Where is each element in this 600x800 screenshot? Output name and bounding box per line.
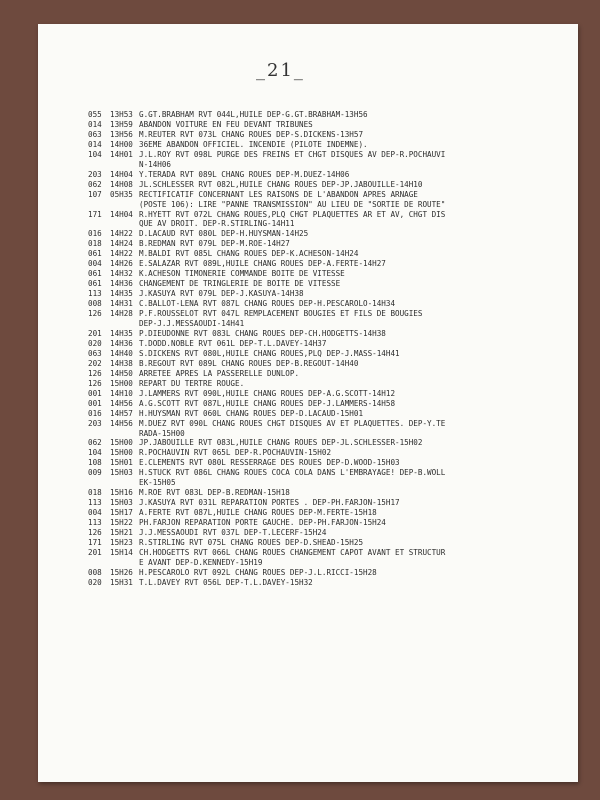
entry-text: H.HUYSMAN RVT 060L CHANG ROUES DEP-D.LACAUD-15H01: [139, 408, 364, 418]
car-number: 113: [88, 518, 102, 528]
entry-time: 15H23: [110, 537, 133, 547]
car-number: 004: [88, 259, 102, 269]
entry-text: K.ACHESON TIMONERIE COMMANDE BOITE DE VITESSE: [139, 269, 345, 279]
log-entry: [88, 438, 568, 448]
entry-text: C.BALLOT-LENA RVT 087L CHANG ROUES DEP-H.PESCAROLO-14H34: [139, 299, 396, 309]
log-entry: [88, 359, 568, 369]
entry-time: 14H10: [110, 388, 133, 398]
entry-text: Y.TERADA RVT 089L CHANG ROUES DEP-M.DUEZ-14H06: [139, 169, 350, 179]
entry-text: R.STIRLING RVT 075L CHANG ROUES DEP-D.SHEAD-15H25: [139, 537, 364, 547]
entry-time: 15H00: [110, 448, 133, 458]
entry-time: 14H57: [110, 408, 133, 418]
car-number: 020: [88, 338, 102, 348]
timing-log: [88, 110, 568, 588]
entry-time: 14H56: [110, 398, 133, 408]
log-entry: [88, 140, 568, 150]
entry-text: G.GT.BRABHAM RVT 044L,HUILE DEP-G.GT.BRABHAM-13H56: [139, 110, 368, 119]
car-number: 009: [88, 468, 102, 478]
entry-text: S.DICKENS RVT 080L,HUILE CHANG ROUES,PLQ DEP-J.MASS-14H41: [139, 348, 400, 358]
car-number: 055: [88, 110, 102, 119]
log-entry: [88, 170, 568, 180]
entry-text: 36EME ABANDON OFFICIEL. INCENDIE (PILOTE INDEMNE).: [139, 139, 368, 149]
entry-text: J.L.ROY RVT 098L PURGE DES FREINS ET CHGT DISQUES AV DEP-R.POCHAUVI N-14H06: [139, 149, 446, 169]
car-number: 008: [88, 299, 102, 309]
entry-text: CHANGEMENT DE TRINGLERIE DE BOITE DE VITESSE: [139, 279, 341, 289]
entry-text: R.HYETT RVT 072L CHANG ROUES,PLQ CHGT PLAQUETTES AR ET AV, CHGT DIS QUE AV DROIT. DEP-R.STIRLING-14H11: [139, 209, 446, 229]
car-number: 202: [88, 358, 102, 368]
log-entry: [88, 279, 568, 289]
car-number: 126: [88, 528, 102, 538]
log-entry: [88, 389, 568, 399]
log-entry: [88, 568, 568, 578]
entry-time: 14H32: [110, 269, 133, 279]
entry-text: A.G.SCOTT RVT 087L,HUILE CHANG ROUES DEP-J.LAMMERS-14H58: [139, 398, 396, 408]
entry-text: J.KASUYA RVT 031L REPARATION PORTES . DEP-PH.FARJON-15H17: [139, 498, 400, 508]
log-entry: [88, 349, 568, 359]
entry-text: T.L.DAVEY RVT 056L DEP-T.L.DAVEY-15H32: [139, 577, 313, 587]
entry-time: 15H17: [110, 508, 133, 518]
entry-time: 15H16: [110, 488, 133, 498]
entry-text: B.REGOUT RVT 089L CHANG ROUES DEP-B.REGOUT-14H40: [139, 358, 359, 368]
entry-text: E.CLEMENTS RVT 080L RESSERRAGE DES ROUES DEP-D.WOOD-15H03: [139, 458, 400, 468]
entry-text: J.KASUYA RVT 079L DEP-J.KASUYA-14H38: [139, 289, 304, 299]
entry-time: 14H50: [110, 368, 133, 378]
log-entry: [88, 150, 568, 170]
entry-time: 15H00: [110, 438, 133, 448]
log-entry: [88, 269, 568, 279]
entry-text: RECTIFICATIF CONCERNANT LES RAISONS DE L'ABANDON APRES ARNAGE (POSTE 106): LIRE "PANNE TRANSMISSION" AU LIEU DE "SORTIE DE ROUTE": [139, 189, 446, 209]
car-number: 104: [88, 149, 102, 159]
document-page: [38, 24, 578, 782]
entry-time: 14H28: [110, 309, 133, 319]
log-entry: [88, 249, 568, 259]
log-entry: [88, 259, 568, 269]
car-number: 061: [88, 269, 102, 279]
car-number: 008: [88, 567, 102, 577]
entry-text: J.LAMMERS RVT 090L,HUILE CHANG ROUES DEP-A.G.SCOTT-14H12: [139, 388, 396, 398]
car-number: 171: [88, 209, 102, 219]
entry-text: H.STUCK RVT 086L CHANG ROUES COCA COLA DANS L'EMBRAYAGE! DEP-B.WOLL EK-15H05: [139, 468, 446, 488]
car-number: 126: [88, 309, 102, 319]
car-number: 201: [88, 547, 102, 557]
log-entry: [88, 399, 568, 409]
log-entry: [88, 448, 568, 458]
page-number: _21_: [256, 60, 305, 81]
entry-time: 14H35: [110, 328, 133, 338]
log-entry: [88, 329, 568, 339]
log-entry: [88, 409, 568, 419]
entry-text: P.DIEUDONNE RVT 083L CHANG ROUES DEP-CH.HODGETTS-14H38: [139, 328, 386, 338]
entry-text: J.J.MESSAOUDI RVT 037L DEP-T.LECERF-15H24: [139, 528, 327, 538]
entry-text: B.REDMAN RVT 079L DEP-M.ROE-14H27: [139, 239, 290, 249]
log-entry: [88, 229, 568, 239]
log-entry: [88, 299, 568, 309]
car-number: 014: [88, 119, 102, 129]
log-entry: [88, 468, 568, 488]
car-number: 014: [88, 139, 102, 149]
car-number: 004: [88, 508, 102, 518]
car-number: 063: [88, 129, 102, 139]
entry-time: 14H01: [110, 149, 133, 159]
car-number: 126: [88, 368, 102, 378]
car-number: 063: [88, 348, 102, 358]
log-entry: [88, 379, 568, 389]
entry-text: CH.HODGETTS RVT 066L CHANG ROUES CHANGEMENT CAPOT AVANT ET STRUCTUR E AVANT DEP-D.KENNEDY-15H19: [139, 547, 446, 567]
log-entry: [88, 339, 568, 349]
entry-time: 15H26: [110, 567, 133, 577]
entry-time: 14H40: [110, 348, 133, 358]
car-number: 171: [88, 537, 102, 547]
entry-time: 14H26: [110, 259, 133, 269]
entry-text: D.LACAUD RVT 080L DEP-H.HUYSMAN-14H25: [139, 229, 309, 239]
entry-time: 13H56: [110, 129, 133, 139]
entry-text: M.ROE RVT 083L DEP-B.REDMAN-15H18: [139, 488, 290, 498]
car-number: 203: [88, 418, 102, 428]
car-number: 016: [88, 408, 102, 418]
car-number: 020: [88, 577, 102, 587]
entry-text: REPART DU TERTRE ROUGE.: [139, 378, 245, 388]
log-entry: [88, 458, 568, 468]
entry-text: ARRETEE APRES LA PASSERELLE DUNLOP.: [139, 368, 300, 378]
entry-time: 15H31: [110, 577, 133, 587]
entry-time: 13H59: [110, 119, 133, 129]
car-number: 062: [88, 179, 102, 189]
car-number: 113: [88, 498, 102, 508]
entry-text: T.DODD.NOBLE RVT 061L DEP-T.L.DAVEY-14H37: [139, 338, 327, 348]
entry-time: 15H00: [110, 378, 133, 388]
log-entry: [88, 518, 568, 528]
entry-text: ABANDON VOITURE EN FEU DEVANT TRIBUNES: [139, 119, 313, 129]
entry-text: JL.SCHLESSER RVT 082L,HUILE CHANG ROUES DEP-JP.JABOUILLE-14H10: [139, 179, 423, 189]
log-entry: [88, 110, 568, 120]
entry-text: M.DUEZ RVT 090L CHANG ROUES CHGT DISQUES AV ET PLAQUETTES. DEP-Y.TE RADA-15H00: [139, 418, 446, 438]
entry-time: 15H01: [110, 458, 133, 468]
entry-time: 05H35: [110, 189, 133, 199]
car-number: 061: [88, 279, 102, 289]
car-number: 062: [88, 438, 102, 448]
entry-text: JP.JABOUILLE RVT 083L,HUILE CHANG ROUES DEP-JL.SCHLESSER-15H02: [139, 438, 423, 448]
log-entry: [88, 309, 568, 329]
entry-time: 14H08: [110, 179, 133, 189]
car-number: 108: [88, 458, 102, 468]
entry-text: E.SALAZAR RVT 089L,HUILE CHANG ROUES DEP-A.FERTE-14H27: [139, 259, 386, 269]
entry-time: 14H04: [110, 209, 133, 219]
entry-time: 14H35: [110, 289, 133, 299]
car-number: 104: [88, 448, 102, 458]
car-number: 126: [88, 378, 102, 388]
log-entry: [88, 289, 568, 299]
log-entry: [88, 190, 568, 210]
entry-time: 15H14: [110, 547, 133, 557]
car-number: 018: [88, 239, 102, 249]
entry-time: 14H24: [110, 239, 133, 249]
log-entry: [88, 120, 568, 130]
log-entry: [88, 369, 568, 379]
entry-time: 14H36: [110, 279, 133, 289]
log-entry: [88, 528, 568, 538]
car-number: 018: [88, 488, 102, 498]
car-number: 016: [88, 229, 102, 239]
entry-text: M.BALDI RVT 085L CHANG ROUES DEP-K.ACHESON-14H24: [139, 249, 359, 259]
car-number: 001: [88, 398, 102, 408]
log-entry: [88, 548, 568, 568]
car-number: 107: [88, 189, 102, 199]
log-entry: [88, 538, 568, 548]
entry-time: 14H38: [110, 358, 133, 368]
entry-time: 14H36: [110, 338, 133, 348]
entry-time: 14H22: [110, 249, 133, 259]
entry-text: PH.FARJON REPARATION PORTE GAUCHE. DEP-PH.FARJON-15H24: [139, 518, 386, 528]
entry-text: A.FERTE RVT 087L,HUILE CHANG ROUES DEP-M.FERTE-15H18: [139, 508, 377, 518]
log-entry: [88, 130, 568, 140]
car-number: 061: [88, 249, 102, 259]
car-number: 203: [88, 169, 102, 179]
log-entry: [88, 488, 568, 498]
entry-time: 15H03: [110, 468, 133, 478]
car-number: 001: [88, 388, 102, 398]
log-entry: [88, 508, 568, 518]
log-entry: [88, 180, 568, 190]
entry-time: 14H04: [110, 169, 133, 179]
entry-text: H.PESCAROLO RVT 092L CHANG ROUES DEP-J.L.RICCI-15H28: [139, 567, 377, 577]
log-entry: [88, 210, 568, 230]
entry-text: R.POCHAUVIN RVT 065L DEP-R.POCHAUVIN-15H02: [139, 448, 332, 458]
log-entry: [88, 498, 568, 508]
log-entry: [88, 239, 568, 249]
log-entry: [88, 578, 568, 588]
log-entry: [88, 419, 568, 439]
entry-text: P.F.ROUSSELOT RVT 047L REMPLACEMENT BOUGIES ET FILS DE BOUGIES DEP-J.J.MESSAOUDI-14H41: [139, 309, 423, 329]
entry-time: 15H03: [110, 498, 133, 508]
entry-time: 15H22: [110, 518, 133, 528]
entry-time: 14H31: [110, 299, 133, 309]
entry-time: 15H21: [110, 528, 133, 538]
entry-time: 13H53: [110, 110, 133, 119]
entry-time: 14H56: [110, 418, 133, 428]
entry-text: M.REUTER RVT 073L CHANG ROUES DEP-S.DICKENS-13H57: [139, 129, 364, 139]
car-number: 201: [88, 328, 102, 338]
entry-time: 14H22: [110, 229, 133, 239]
entry-time: 14H00: [110, 139, 133, 149]
car-number: 113: [88, 289, 102, 299]
